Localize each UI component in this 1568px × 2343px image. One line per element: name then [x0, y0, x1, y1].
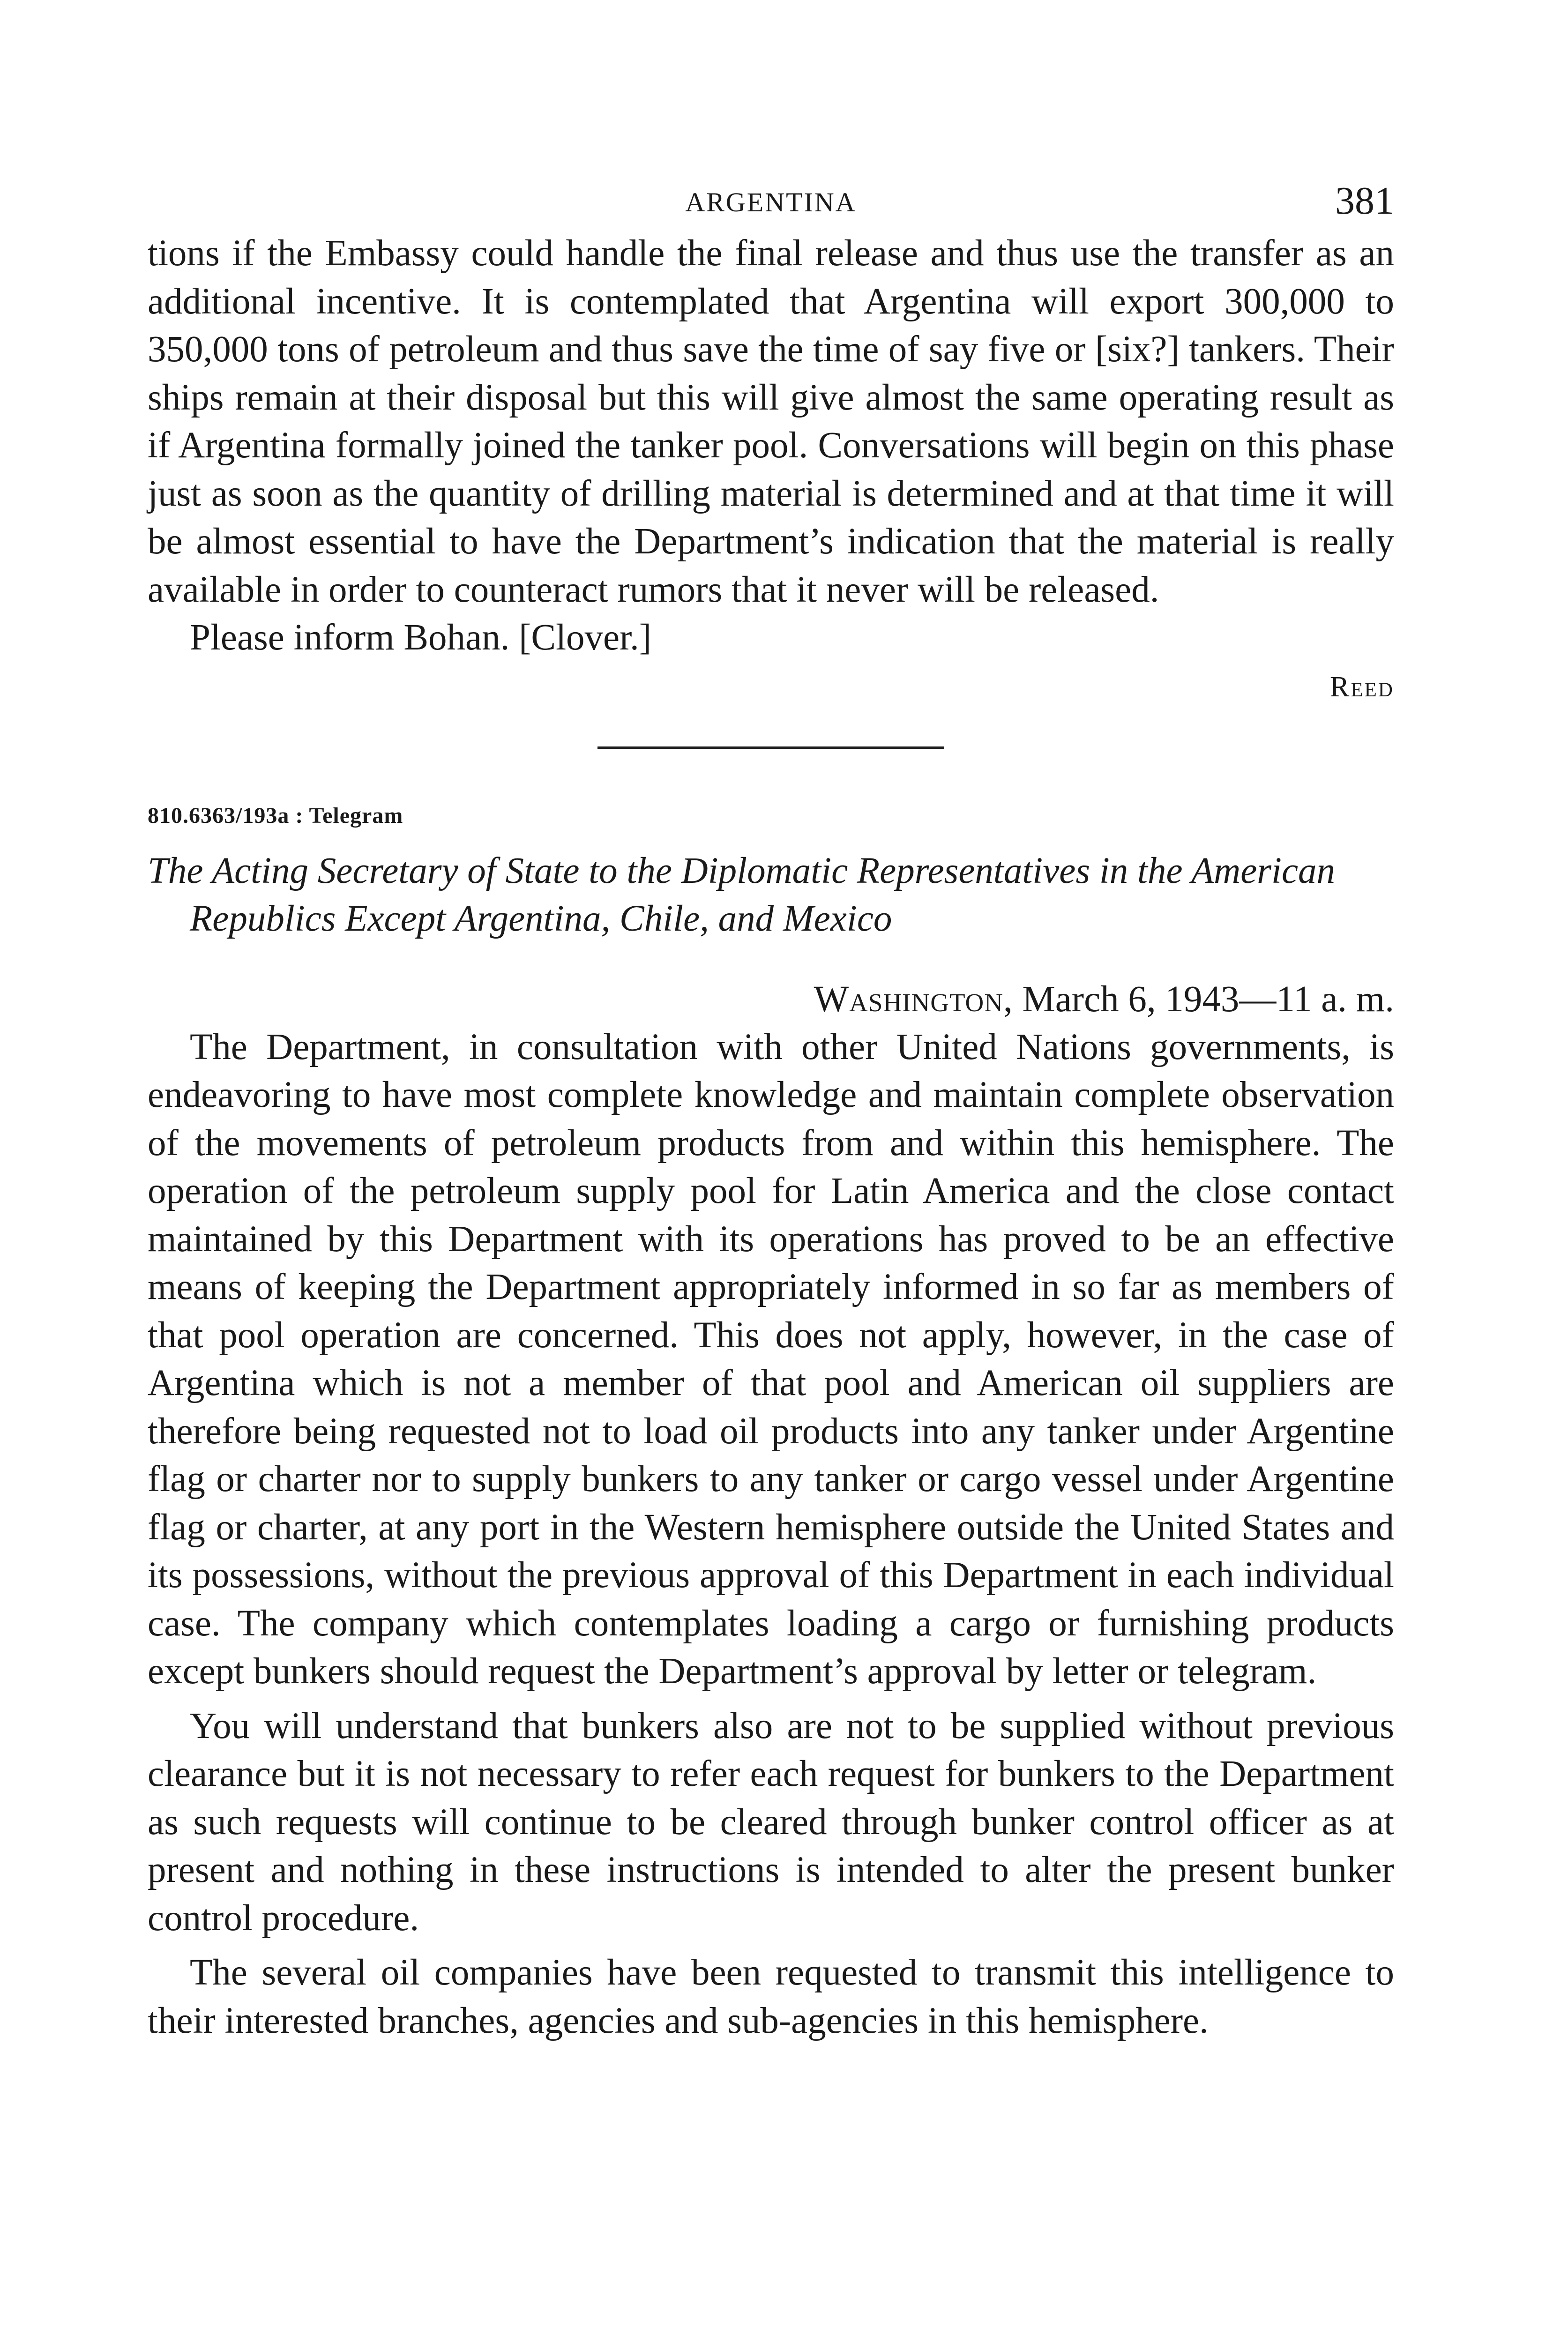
body-paragraph-3: The several oil companies have been requested to transmit this intelligence to their interested branches, agencies and sub-agencies in this hemisphere.	[148, 1952, 1394, 2041]
section-divider	[597, 746, 944, 749]
dateline	[148, 976, 1394, 1023]
signature: Reed	[1330, 671, 1394, 703]
running-title: ARGENTINA	[685, 187, 857, 217]
page-number: 381	[1335, 179, 1394, 223]
file-reference: 810.6363/193a : Telegram	[148, 803, 403, 828]
body-paragraph-1: The Department, in consultation with other United Nations governments, is endeavoring to have most complete knowledge and maintain complete observation of the movements of petroleum products from and within this hemisphere. The operation of the petroleum supply pool for Latin America and the close contact maintained by this Department with its operations has proved to be an effective means of keeping the Department appropriately informed in so far as members of that pool operation are concerned. This does not apply, however, in the case of Argentina which is not a member of that pool and American oil suppliers are therefore being requested not to load oil products into any tanker under Argentine flag or charter nor to supply bunkers to any tanker or cargo vessel under Argentine flag or charter, at any port in the Western hemisphere outside the United States and its possessions, without the previous approval of this Department in each individual case. The company which contemplates loading a cargo or furnishing products except bunkers should request the Department’s approval by letter or telegram.	[148, 1026, 1394, 1692]
dateline-place: Washington,	[814, 978, 1013, 1020]
running-header	[148, 178, 1394, 230]
document-page	[148, 178, 1394, 2045]
closing-line: Please inform Bohan. [Clover.]	[190, 617, 652, 658]
document-title: The Acting Secretary of State to the Diplomatic Representatives in the American Republics Except Argentina, Chile, and Mexico	[148, 850, 1336, 939]
continuation-paragraph: tions if the Embassy could handle the final release and thus use the transfer as an additional incentive. It is contemplated that Argentina will export 300,000 to 350,000 tons of petroleum and thus save the time of say five or [six?] tankers. Their ships remain at their disposal but this will give almost the same operating result as if Argentina formally joined the tanker pool. Conversations will begin on this phase just as soon as the quantity of drilling material is determined and at that time it will be almost essential to have the Department’s indication that the material is really available in order to counteract rumors that it never will be released.	[148, 233, 1394, 610]
dateline-date: March 6, 1943—11 a. m.	[1022, 978, 1394, 1020]
body-paragraph-2: You will understand that bunkers also are not to be supplied without previous clearance but it is not necessary to refer each request for bunkers to the Department as such requests will continue to be cleared through bunker control officer as at present and nothing in these instructions is intended to alter the present bunker control procedure.	[148, 1705, 1394, 1939]
